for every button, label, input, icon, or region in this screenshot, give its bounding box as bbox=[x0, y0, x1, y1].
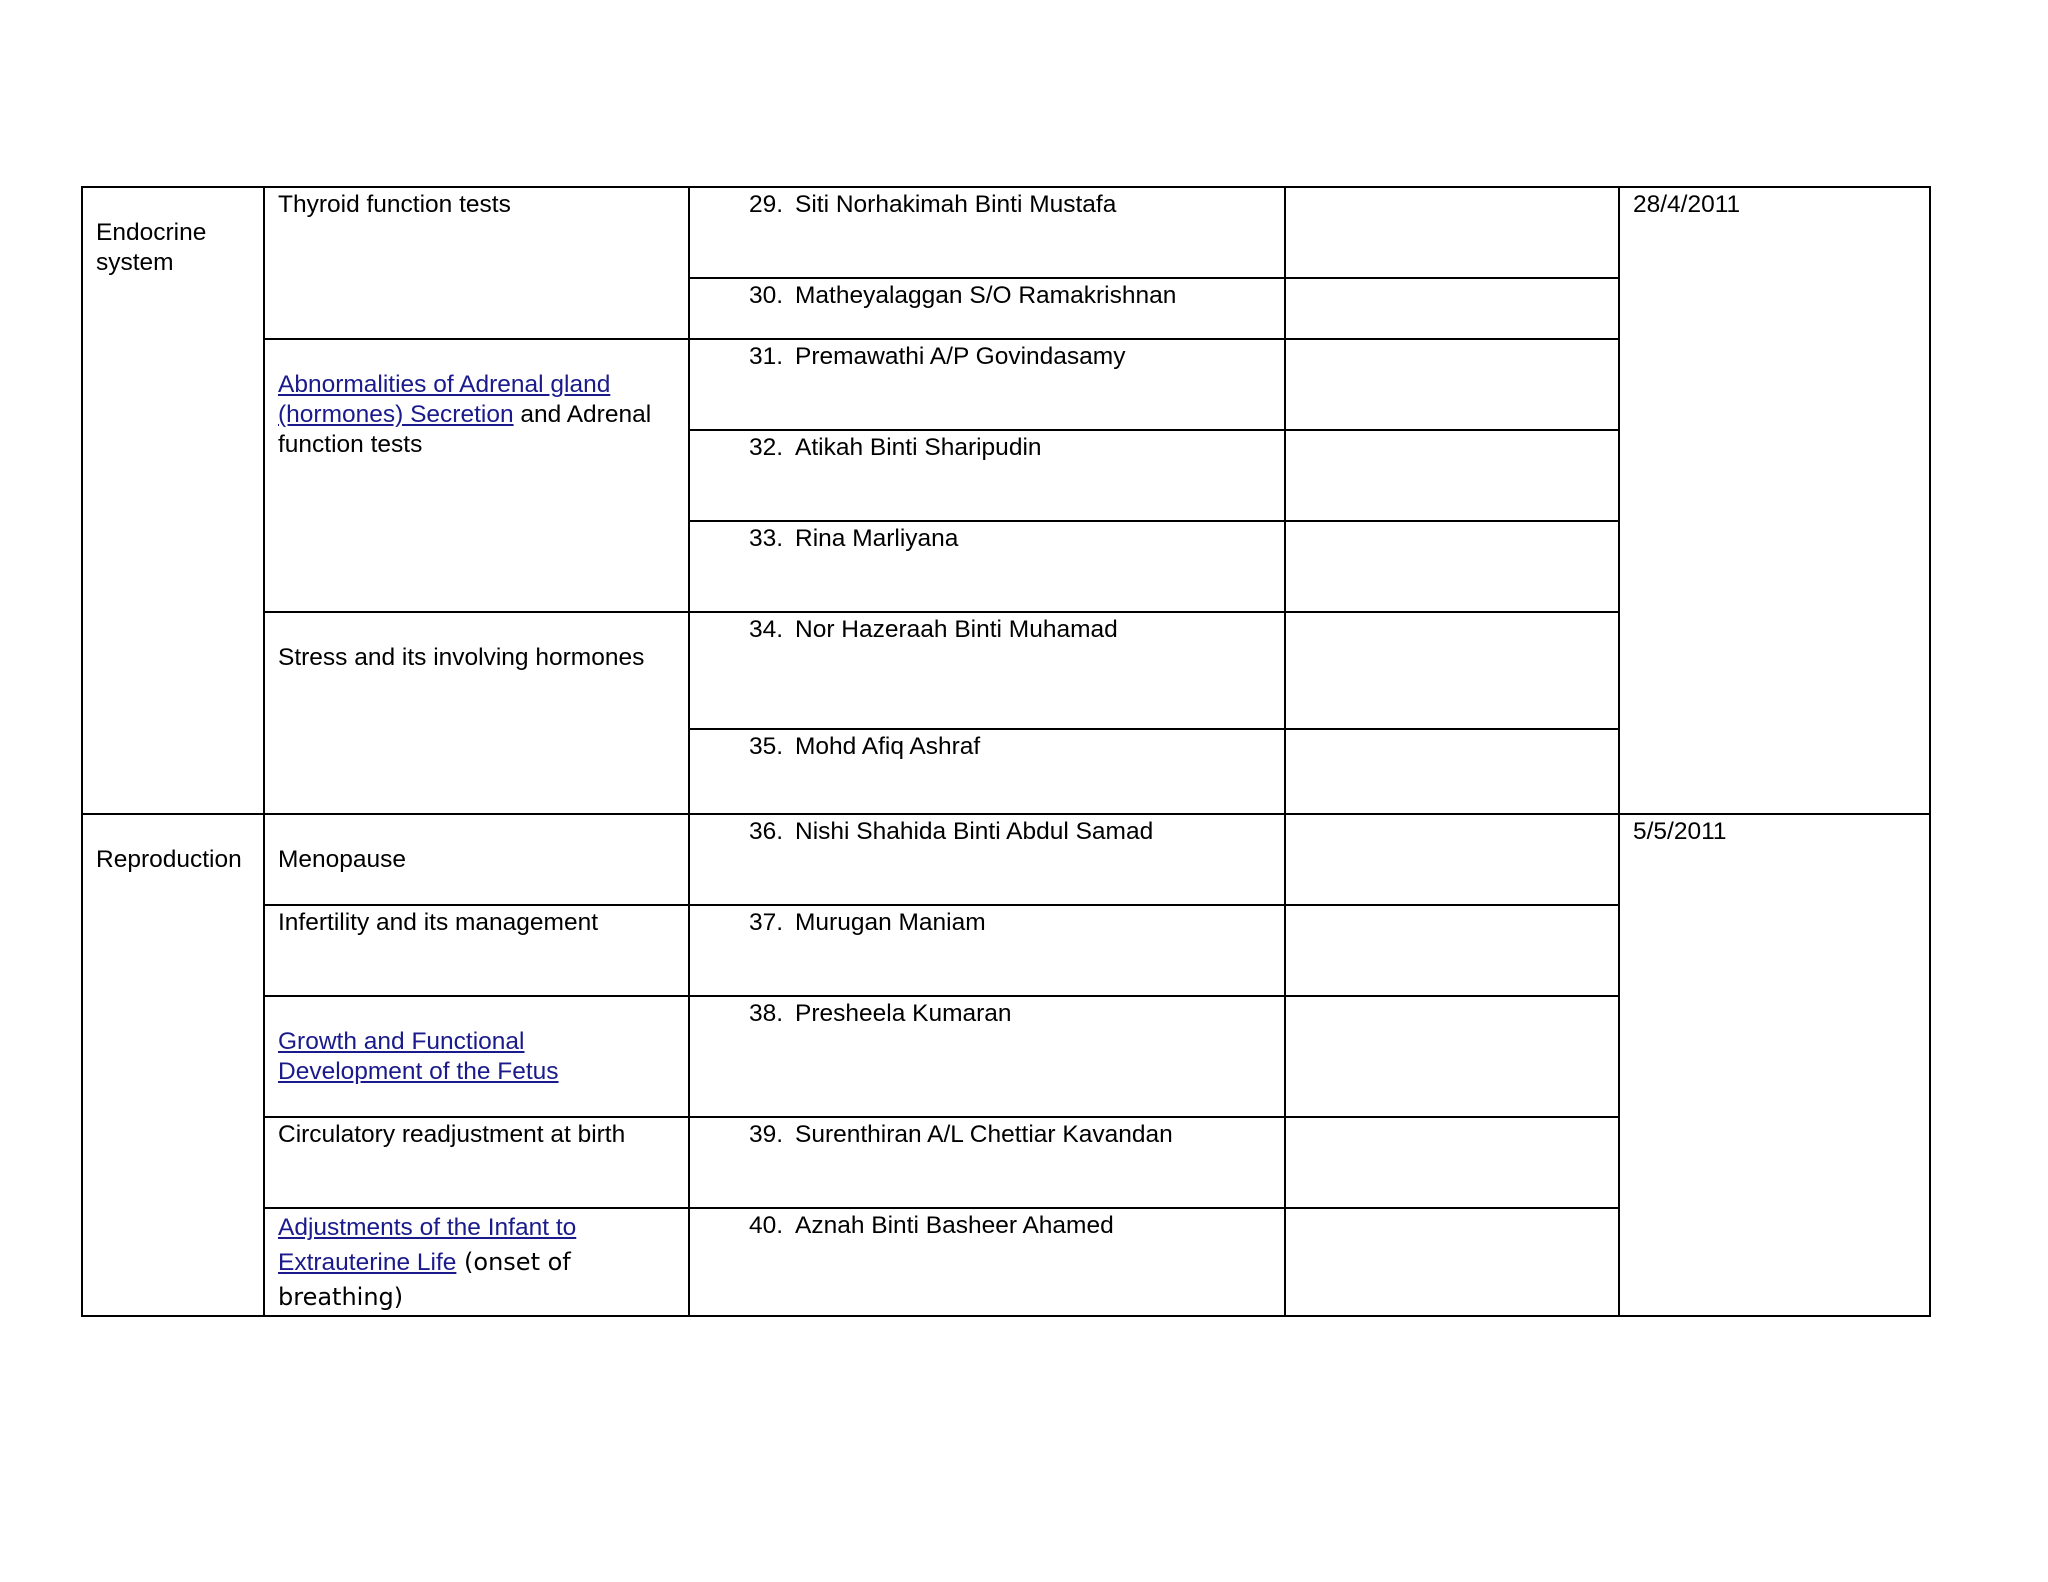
student-name: Mohd Afiq Ashraf bbox=[795, 733, 981, 760]
session-date: 5/5/2011 bbox=[1633, 818, 1727, 845]
student-number: 38. bbox=[749, 1000, 784, 1027]
blank-cell bbox=[1285, 612, 1619, 729]
student-number: 40. bbox=[749, 1212, 784, 1239]
student-cell bbox=[689, 729, 1285, 814]
student-number: 39. bbox=[749, 1121, 784, 1148]
student-cell bbox=[689, 996, 1285, 1117]
student-number: 34. bbox=[749, 616, 784, 643]
student-name: Nishi Shahida Binti Abdul Samad bbox=[795, 818, 1154, 845]
student-number: 37. bbox=[749, 909, 784, 936]
blank-cell bbox=[1285, 905, 1619, 996]
student-cell bbox=[689, 187, 1285, 278]
student-cell bbox=[689, 339, 1285, 430]
topic-cell bbox=[264, 612, 689, 814]
blank-cell bbox=[1285, 187, 1619, 278]
blank-cell bbox=[1285, 996, 1619, 1117]
topic-text: Thyroid function tests bbox=[278, 191, 511, 218]
topic-cell bbox=[264, 1208, 689, 1316]
blank-cell bbox=[1285, 1117, 1619, 1208]
table-row bbox=[82, 814, 1930, 905]
student-name: Premawathi A/P Govindasamy bbox=[795, 343, 1126, 370]
topic-cell bbox=[264, 187, 689, 339]
topic-text bbox=[278, 340, 675, 460]
student-name: Murugan Maniam bbox=[795, 909, 986, 936]
topic-text: Stress and its involving hormones bbox=[278, 644, 645, 671]
blank-cell bbox=[1285, 339, 1619, 430]
topic-tail: (onset of breathing) bbox=[278, 1248, 571, 1311]
date-cell bbox=[1619, 814, 1930, 1316]
system-cell bbox=[82, 187, 264, 814]
student-cell bbox=[689, 814, 1285, 905]
date-cell bbox=[1619, 187, 1930, 814]
blank-cell bbox=[1285, 1208, 1619, 1316]
student-name: Siti Norhakimah Binti Mustafa bbox=[795, 191, 1117, 218]
schedule-table bbox=[81, 186, 1931, 1317]
topic-cell bbox=[264, 814, 689, 905]
student-entry bbox=[703, 613, 1271, 645]
student-cell bbox=[689, 430, 1285, 521]
student-entry bbox=[703, 279, 1271, 311]
topic-cell bbox=[264, 1117, 689, 1208]
topic-link[interactable]: Growth and Functional Development of the Fetus bbox=[278, 1028, 559, 1085]
topic-link[interactable]: Adjustments of the Infant to Extrauterine Life bbox=[278, 1214, 577, 1276]
student-entry bbox=[703, 815, 1271, 847]
system-cell bbox=[82, 814, 264, 1316]
topic-link[interactable]: Abnormalities of Adrenal gland (hormones) Secretion bbox=[278, 371, 611, 428]
topic-text: Circulatory readjustment at birth bbox=[278, 1121, 626, 1148]
topic-cell bbox=[264, 339, 689, 612]
topic-text bbox=[278, 997, 675, 1087]
topic-text: Infertility and its management bbox=[278, 909, 599, 936]
blank-cell bbox=[1285, 521, 1619, 612]
topic-tail: and Adrenal function tests bbox=[278, 401, 652, 458]
student-name: Rina Marliyana bbox=[795, 525, 959, 552]
student-name: Matheyalaggan S/O Ramakrishnan bbox=[795, 282, 1177, 309]
system-label: Reproduction bbox=[96, 846, 242, 873]
student-entry bbox=[703, 730, 1271, 762]
student-entry bbox=[703, 522, 1271, 554]
blank-cell bbox=[1285, 729, 1619, 814]
student-name: Atikah Binti Sharipudin bbox=[795, 434, 1042, 461]
student-number: 30. bbox=[749, 282, 784, 309]
student-cell bbox=[689, 1208, 1285, 1316]
student-name: Presheela Kumaran bbox=[795, 1000, 1012, 1027]
table-row bbox=[82, 187, 1930, 278]
student-entry bbox=[703, 1209, 1271, 1241]
topic-cell bbox=[264, 905, 689, 996]
system-label: Endocrine system bbox=[96, 219, 207, 276]
student-name: Nor Hazeraah Binti Muhamad bbox=[795, 616, 1118, 643]
topic-text: Menopause bbox=[278, 846, 407, 873]
student-entry bbox=[703, 340, 1271, 372]
topic-cell bbox=[264, 996, 689, 1117]
student-number: 29. bbox=[749, 191, 784, 218]
student-name: Aznah Binti Basheer Ahamed bbox=[795, 1212, 1114, 1239]
student-cell bbox=[689, 1117, 1285, 1208]
student-entry bbox=[703, 906, 1271, 938]
session-date: 28/4/2011 bbox=[1633, 191, 1741, 218]
student-cell bbox=[689, 521, 1285, 612]
student-cell bbox=[689, 905, 1285, 996]
student-entry bbox=[703, 188, 1271, 220]
student-cell bbox=[689, 612, 1285, 729]
student-number: 33. bbox=[749, 525, 784, 552]
blank-cell bbox=[1285, 430, 1619, 521]
blank-cell bbox=[1285, 278, 1619, 339]
student-entry bbox=[703, 997, 1271, 1029]
student-number: 35. bbox=[749, 733, 784, 760]
student-cell bbox=[689, 278, 1285, 339]
student-number: 32. bbox=[749, 434, 784, 461]
blank-cell bbox=[1285, 814, 1619, 905]
student-entry bbox=[703, 1118, 1271, 1150]
student-number: 36. bbox=[749, 818, 784, 845]
student-entry bbox=[703, 431, 1271, 463]
student-number: 31. bbox=[749, 343, 784, 370]
student-name: Surenthiran A/L Chettiar Kavandan bbox=[795, 1121, 1173, 1148]
topic-text bbox=[278, 1209, 675, 1315]
